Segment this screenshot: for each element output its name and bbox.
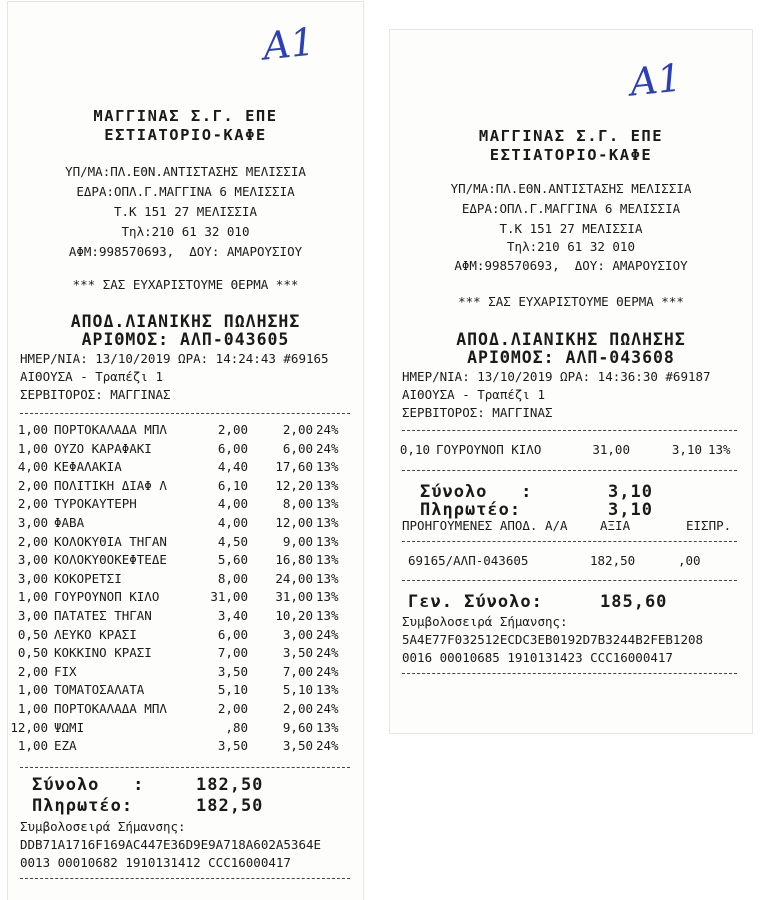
item-vat: 13% xyxy=(316,589,339,605)
item-name: ΚΟΛΟΚΥΘΙΑ ΤΗΓΑΝ xyxy=(54,533,167,549)
item-row xyxy=(8,608,363,626)
item-price: 5,60 xyxy=(217,552,248,568)
item-row xyxy=(8,441,363,459)
item-amount: 3,10 xyxy=(671,442,702,457)
item-row xyxy=(390,442,752,460)
item-amount: 16,80 xyxy=(275,552,313,568)
item-name: ΤΥΡΟΚΑΥΤΕΡΗ xyxy=(54,496,137,512)
item-row xyxy=(8,682,363,700)
item-name: ΓΟΥΡΟΥΝΟΠ ΚΙΛΟ xyxy=(436,442,542,457)
item-vat: 13% xyxy=(316,552,339,568)
signature-line-2: 0016 00010685 1910131423 CCC16000417 xyxy=(402,650,673,665)
item-name: ΤΟΜΑΤΟΣΑΛΑΤΑ xyxy=(54,682,145,698)
item-name: ΚΟΚΟΡΕΤΣΙ xyxy=(54,570,122,586)
item-qty: 2,00 xyxy=(17,663,48,679)
item-row xyxy=(8,701,363,719)
item-row xyxy=(8,459,363,477)
item-amount: 10,20 xyxy=(275,608,313,623)
divider xyxy=(20,878,350,879)
item-row xyxy=(8,515,363,533)
item-price: 6,00 xyxy=(217,440,248,456)
item-amount: 9,60 xyxy=(282,719,313,735)
item-price: 4,40 xyxy=(217,459,248,475)
item-vat: 24% xyxy=(316,440,339,456)
divider xyxy=(402,470,737,471)
item-qty: 2,00 xyxy=(17,477,48,493)
item-qty: 0,10 xyxy=(399,442,430,457)
item-vat: 13% xyxy=(316,608,339,623)
item-row xyxy=(8,645,363,663)
document-number: ΑΡΙΘΜΟΣ: ΑΛΠ-043608 xyxy=(467,348,675,367)
item-name: ΟΥΖΟ ΚΑΡΑΦΑΚΙ xyxy=(54,440,152,456)
total-value: 3,10 xyxy=(608,482,653,502)
divider xyxy=(402,580,737,581)
branch-address: ΥΠ/ΜΑ:ΠΛ.ΕΘΝ.ΑΝΤΙΣΤΑΣΗΣ ΜΕΛΙΣΣΙΑ xyxy=(450,181,692,196)
phone: Τηλ:210 61 32 010 xyxy=(121,224,250,239)
previous-docs-header-label: ΠΡΟΗΓΟΥΜΕΝΕΣ ΑΠΟΔ. Α/Α xyxy=(402,518,568,533)
document-type: ΑΠΟΔ.ΛΙΑΝΙΚΗΣ ΠΩΛΗΣΗΣ xyxy=(456,330,686,349)
item-qty: 1,00 xyxy=(17,422,48,437)
date-time: ΗΜΕΡ/ΝΙΑ: 13/10/2019 ΩΡΑ: 14:36:30 #69187 xyxy=(402,369,711,384)
signature-line-1: 5A4E77F032512ECDC3EB0192D7B3244B2FEB1208 xyxy=(402,632,704,647)
item-name: ΓΟΥΡΟΥΝΟΠ ΚΙΛΟ xyxy=(54,589,160,605)
item-amount: 2,00 xyxy=(282,701,313,716)
grand-total-value: 185,60 xyxy=(600,592,668,612)
grand-total-label: Γεν. Σύνολο: xyxy=(408,592,543,612)
item-qty: 3,00 xyxy=(17,552,48,568)
item-price: 3,40 xyxy=(217,608,248,623)
item-qty: 3,00 xyxy=(17,608,48,623)
item-price: 5,10 xyxy=(217,682,248,698)
item-price: 3,50 xyxy=(217,738,248,754)
item-vat: 13% xyxy=(316,496,339,512)
item-price: 8,00 xyxy=(217,570,248,586)
item-qty: 2,00 xyxy=(17,496,48,512)
item-vat: 13% xyxy=(316,459,339,475)
signature-label: Συμβολοσειρά Σήμανσης: xyxy=(20,819,186,834)
item-amount: 31,00 xyxy=(275,589,313,605)
signature-label: Συμβολοσειρά Σήμανσης: xyxy=(402,614,568,629)
room-table: ΑΙΘΟΥΣΑ - Τραπέζι 1 xyxy=(20,369,163,384)
item-price: 2,00 xyxy=(217,701,248,716)
payable-value: 3,10 xyxy=(608,500,653,520)
waiter: ΣΕΡΒΙΤΟΡΟΣ: ΜΑΓΓΙΝΑΣ xyxy=(402,405,553,420)
item-qty: 3,00 xyxy=(17,570,48,586)
receipt-alp-043605 xyxy=(8,2,363,900)
item-vat: 24% xyxy=(316,663,339,679)
item-name: ΦΑΒΑ xyxy=(54,515,85,530)
date-time: ΗΜΕΡ/ΝΙΑ: 13/10/2019 ΩΡΑ: 14:24:43 #69165 xyxy=(20,351,329,366)
item-qty: 1,00 xyxy=(17,682,48,698)
item-vat: 13% xyxy=(316,682,339,698)
item-name: ΠΟΡΤΟΚΑΛΑΔΑ ΜΠΛ xyxy=(54,422,167,437)
previous-doc-paid: ,00 xyxy=(678,553,701,568)
item-row xyxy=(8,589,363,607)
item-amount: 12,20 xyxy=(275,477,313,493)
item-row xyxy=(8,534,363,552)
item-vat: 13% xyxy=(316,570,339,586)
item-amount: 17,60 xyxy=(275,459,313,475)
total-value: 182,50 xyxy=(196,775,264,795)
item-name: ΚΟΛΟΚΥΘΟΚΕΦΤΕΔΕ xyxy=(54,552,167,568)
item-price: 31,00 xyxy=(592,442,630,457)
item-vat: 24% xyxy=(316,738,339,754)
item-row xyxy=(8,478,363,496)
divider xyxy=(402,673,737,674)
item-qty: 3,00 xyxy=(17,515,48,530)
business-type: ΕΣΤΙΑΤΟΡΙΟ-ΚΑΦΕ xyxy=(104,126,267,144)
item-vat: 24% xyxy=(316,422,339,437)
signature-line-2: 0013 00010682 1910131412 CCC16000417 xyxy=(20,855,291,870)
item-amount: 5,10 xyxy=(282,682,313,698)
previous-doc-value: 182,50 xyxy=(590,553,636,568)
item-name: ΠΟΛΙΤΙΚΗ ΔΙΑΦ Λ xyxy=(54,477,167,493)
tax-info: ΑΦΜ:998570693, ΔΟΥ: ΑΜΑΡΟΥΣΙΟΥ xyxy=(68,244,303,259)
item-price: 31,00 xyxy=(210,589,248,605)
business-type: ΕΣΤΙΑΤΟΡΙΟ-ΚΑΦΕ xyxy=(489,146,653,164)
payable-value: 182,50 xyxy=(196,796,264,816)
item-row xyxy=(8,720,363,738)
divider xyxy=(20,413,350,414)
document-number: ΑΡΙΘΜΟΣ: ΑΛΠ-043605 xyxy=(81,330,290,349)
item-price: 2,00 xyxy=(217,422,248,437)
phone: Τηλ:210 61 32 010 xyxy=(507,239,635,254)
item-vat: 24% xyxy=(316,626,339,642)
item-qty: 0,50 xyxy=(17,645,48,661)
item-amount: 24,00 xyxy=(275,570,313,586)
item-qty: 1,00 xyxy=(17,589,48,605)
divider xyxy=(20,767,350,768)
previous-docs-header-value: ΑΞΙΑ xyxy=(600,518,631,533)
item-name: ΨΩΜΙ xyxy=(54,719,85,735)
signature-line-1: DDB71A1716F169AC447E36D9E9A718A602A5364E xyxy=(20,837,322,852)
item-amount: 3,00 xyxy=(282,626,313,642)
item-qty: 4,00 xyxy=(17,459,48,475)
item-vat: 13% xyxy=(708,442,731,457)
item-amount: 9,00 xyxy=(282,533,313,549)
item-amount: 3,50 xyxy=(282,738,313,754)
payable-label: Πληρωτέο: xyxy=(32,796,134,816)
item-qty: 1,00 xyxy=(17,738,48,754)
divider xyxy=(402,430,737,431)
item-amount: 7,00 xyxy=(282,663,313,679)
item-vat: 13% xyxy=(316,515,339,530)
company-name: ΜΑΓΓΙΝΑΣ Σ.Γ. ΕΠΕ xyxy=(478,127,664,145)
item-row xyxy=(8,496,363,514)
handwritten-mark: A1 xyxy=(627,55,684,105)
seat-address: ΕΔΡΑ:ΟΠΛ.Γ.ΜΑΓΓΙΝΑ 6 ΜΕΛΙΣΣΙΑ xyxy=(461,201,681,216)
item-row xyxy=(8,627,363,645)
item-price: 6,00 xyxy=(217,626,248,642)
item-qty: 2,00 xyxy=(17,533,48,549)
seat-address: ΕΔΡΑ:ΟΠΛ.Γ.ΜΑΓΓΙΝΑ 6 ΜΕΛΙΣΣΙΑ xyxy=(76,184,295,199)
item-price: 4,00 xyxy=(217,515,248,530)
item-name: ΛΕΥΚΟ ΚΡΑΣΙ xyxy=(54,626,137,642)
payable-label: Πληρωτέο: xyxy=(420,500,522,520)
item-amount: 3,50 xyxy=(282,645,313,661)
item-qty: 1,00 xyxy=(17,701,48,716)
item-name: ΚΕΦΑΛΑΚΙΑ xyxy=(54,459,122,475)
item-row xyxy=(8,664,363,682)
item-name: ΠΟΡΤΟΚΑΛΑΔΑ ΜΠΛ xyxy=(54,701,167,716)
handwritten-mark: A1 xyxy=(260,19,317,69)
tax-info: ΑΦΜ:998570693, ΔΟΥ: ΑΜΑΡΟΥΣΙΟΥ xyxy=(454,258,688,273)
item-vat: 13% xyxy=(316,477,339,493)
previous-docs-header-paid: ΕΙΣΠΡ. xyxy=(686,518,732,533)
item-price: 3,50 xyxy=(217,663,248,679)
previous-doc-number: 69165/ΑΛΠ-043605 xyxy=(408,553,529,568)
item-vat: 24% xyxy=(316,701,339,716)
item-amount: 2,00 xyxy=(282,422,313,437)
room-table: ΑΙΘΟΥΣΑ - Τραπέζι 1 xyxy=(402,387,545,402)
item-price: ,80 xyxy=(225,719,248,735)
item-row xyxy=(8,738,363,756)
postal-code: Τ.Κ 151 27 ΜΕΛΙΣΣΙΑ xyxy=(499,221,643,236)
document-type: ΑΠΟΔ.ΛΙΑΝΙΚΗΣ ΠΩΛΗΣΗΣ xyxy=(70,312,301,331)
item-name: ΠΑΤΑΤΕΣ ΤΗΓΑΝ xyxy=(54,608,152,623)
item-amount: 6,00 xyxy=(282,440,313,456)
item-amount: 12,00 xyxy=(275,515,313,530)
postal-code: Τ.Κ 151 27 ΜΕΛΙΣΣΙΑ xyxy=(114,204,257,219)
company-name: ΜΑΓΓΙΝΑΣ Σ.Γ. ΕΠΕ xyxy=(93,107,278,125)
branch-address: ΥΠ/ΜΑ:ΠΛ.ΕΘΝ.ΑΝΤΙΣΤΑΣΗΣ ΜΕΛΙΣΣΙΑ xyxy=(65,164,306,179)
item-price: 6,10 xyxy=(217,477,248,493)
total-label: Σύνολο : xyxy=(32,775,145,795)
item-price: 7,00 xyxy=(217,645,248,661)
waiter: ΣΕΡΒΙΤΟΡΟΣ: ΜΑΓΓΙΝΑΣ xyxy=(20,387,171,402)
item-vat: 24% xyxy=(316,645,339,661)
item-price: 4,00 xyxy=(217,496,248,512)
item-name: FIX xyxy=(54,663,77,679)
item-vat: 13% xyxy=(316,719,339,735)
item-qty: 12,00 xyxy=(10,719,48,735)
receipt-alp-043608 xyxy=(390,30,752,733)
item-qty: 0,50 xyxy=(17,626,48,642)
item-qty: 1,00 xyxy=(17,440,48,456)
item-row xyxy=(8,571,363,589)
item-row xyxy=(8,552,363,570)
item-price: 4,50 xyxy=(217,533,248,549)
thanks-line: *** ΣΑΣ ΕΥΧΑΡΙΣΤΟΥΜΕ ΘΕΡΜΑ *** xyxy=(458,294,684,309)
item-row xyxy=(8,422,363,440)
divider xyxy=(402,541,737,542)
total-label: Σύνολο : xyxy=(420,482,533,502)
item-name: ΕΖΑ xyxy=(54,738,77,754)
thanks-line: *** ΣΑΣ ΕΥΧΑΡΙΣΤΟΥΜΕ ΘΕΡΜΑ *** xyxy=(72,277,299,292)
item-vat: 13% xyxy=(316,533,339,549)
item-amount: 8,00 xyxy=(282,496,313,512)
item-name: ΚΟΚΚΙΝΟ ΚΡΑΣΙ xyxy=(54,645,152,661)
